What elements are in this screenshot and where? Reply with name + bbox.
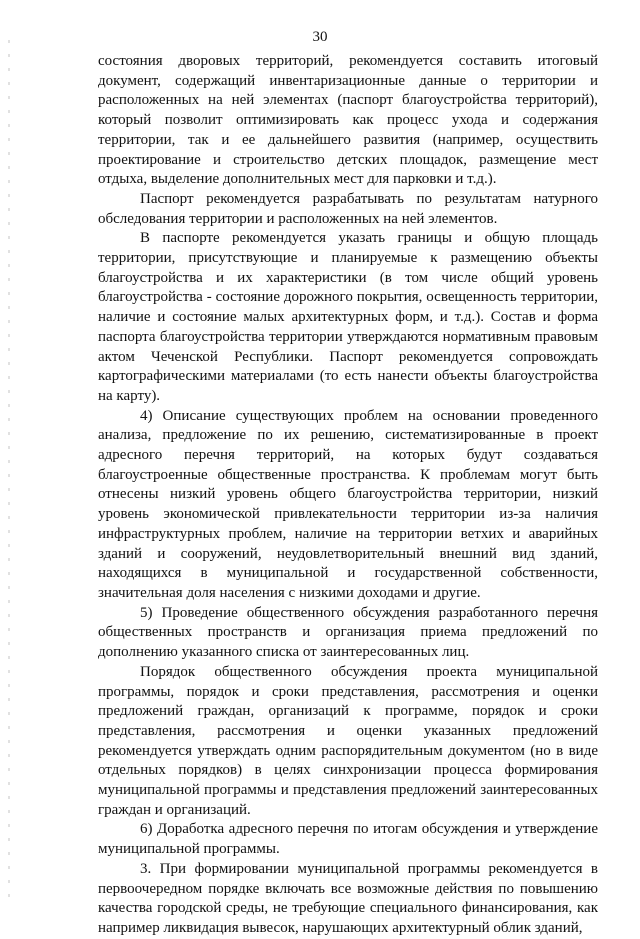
- page-number: 30: [312, 29, 328, 45]
- scan-edge-marks: [8, 40, 10, 900]
- document-body: [98, 52, 598, 939]
- paragraph: 3. При формировании муниципальной программы рекомендуется в первоочередном порядке включать все возможные действия по повышению качества городской среды, не требующие специального финансирования, как например ликвидация вывесок, нарушающих архитектурный облик зданий,: [98, 860, 598, 936]
- paragraph: 6) Доработка адресного перечня по итогам обсуждения и утверждение муниципальной программы.: [98, 821, 598, 858]
- paragraph-continued: состояния дворовых территорий, рекомендуется составить итоговый документ, содержащий инвентаризационные данные о территории и расположенных на ней элементах (паспорт благоустройства территорий), который позволит оптимизировать как процесс ухода и содержания территории, так и ее дальнейшего развития (например, осуществить проектирование и строительство детских площадок, размещение мест отдыха, выделение дополнительных мест для парковки и т.д.).: [98, 53, 598, 188]
- paragraph: 5) Проведение общественного обсуждения разработанного перечня общественных пространств и организация приема предложений по дополнению указанного списка от заинтересованных лиц.: [98, 604, 598, 661]
- paragraph: Паспорт рекомендуется разрабатывать по результатам натурного обследования территории и расположенных на ней элементов.: [98, 190, 598, 227]
- paragraph: В паспорте рекомендуется указать границы и общую площадь территории, присутствующие и планируемые к размещению объекты благоустройства и их характеристики (в том числе общий уровень благоустройства - состояние дорожного покрытия, освещенность территории, наличие и состояние малых архитектурных форм, и т.д.). Состав и форма паспорта благоустройства территории утверждаются нормативным правовым актом Чеченской Республики. Паспорт рекомендуется сопровождать картографическими материалами (то есть нанести объекты благоустройства на карту).: [98, 230, 598, 404]
- paragraph: 4) Описание существующих проблем на основании проведенного анализа, предложение по их решению, систематизированные в проект адресного перечня территорий, на которых будут создаваться благоустроенные общественные пространства. К проблемам могут быть отнесены низкий уровень общего благоустройства территории, низкий уровень экономической привлекательности территории из-за наличия инфраструктурных проблем, наличие на территории ветхих и аварийных зданий и сооружений, неудовлетворительный внешний вид зданий, находящихся в муниципальной и государственной собственности, значительная доля населения с низкими доходами и другие.: [98, 407, 598, 601]
- paragraph: Порядок общественного обсуждения проекта муниципальной программы, порядок и сроки представления, рассмотрения и оценки предложений граждан, организаций к программе, порядок и сроки представления, рассмотрения и оценки указанных предложений рекомендуется утверждать одним распорядительным документом (но в виде отдельных порядков) в целях синхронизации процесса формирования муниципальной программы и представления предложений заинтересованных граждан и организаций.: [98, 663, 598, 818]
